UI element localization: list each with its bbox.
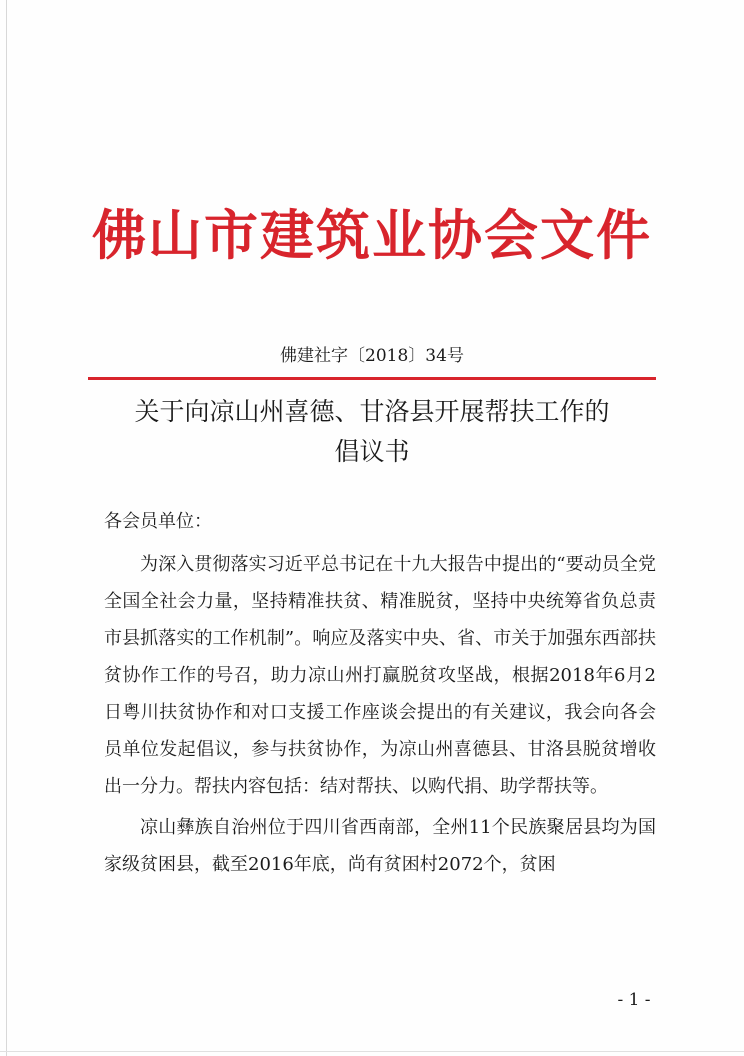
- document-title: [0, 392, 744, 472]
- page-number: - 1 -: [617, 990, 651, 1010]
- paragraph-1: 为深入贯彻落实习近平总书记在十九大报告中提出的“要动员全党全国全社会力量，坚持精准扶贫、精准脱贫，坚持中央统筹省负总责市县抓落实的工作机制”。响应及落实中央、省、市关于加强东西部扶贫协作工作的号召，助力凉山州打赢脱贫攻坚战，根据2018年6月2日粤川扶贫协作和对口支援工作座谈会提出的有关建议，我会向各会员单位发起倡议，参与扶贫协作，为凉山州喜德县、甘洛县脱贫增收出一分力。帮扶内容包括：结对帮扶、以购代捐、助学帮扶等。: [104, 554, 656, 797]
- salutation: 各会员单位：: [104, 511, 212, 532]
- scan-edge-left: [6, 0, 7, 1056]
- scan-edge-bottom: [0, 1051, 744, 1052]
- document-title-line-2: 倡议书: [334, 437, 410, 466]
- body-text: [104, 546, 656, 883]
- document-title-line-1: 关于向凉山州喜德、甘洛县开展帮扶工作的: [134, 397, 610, 426]
- paragraph-2: 凉山彝族自治州位于四川省西南部，全州11个民族聚居县均为国家级贫困县，截至2016年底，尚有贫困村2072个，贫困: [104, 817, 656, 875]
- red-divider-rule: [88, 377, 656, 380]
- document-number: 佛建社字〔2018〕34号: [280, 346, 464, 366]
- org-header-title: 佛山市建筑业协会文件: [92, 204, 652, 267]
